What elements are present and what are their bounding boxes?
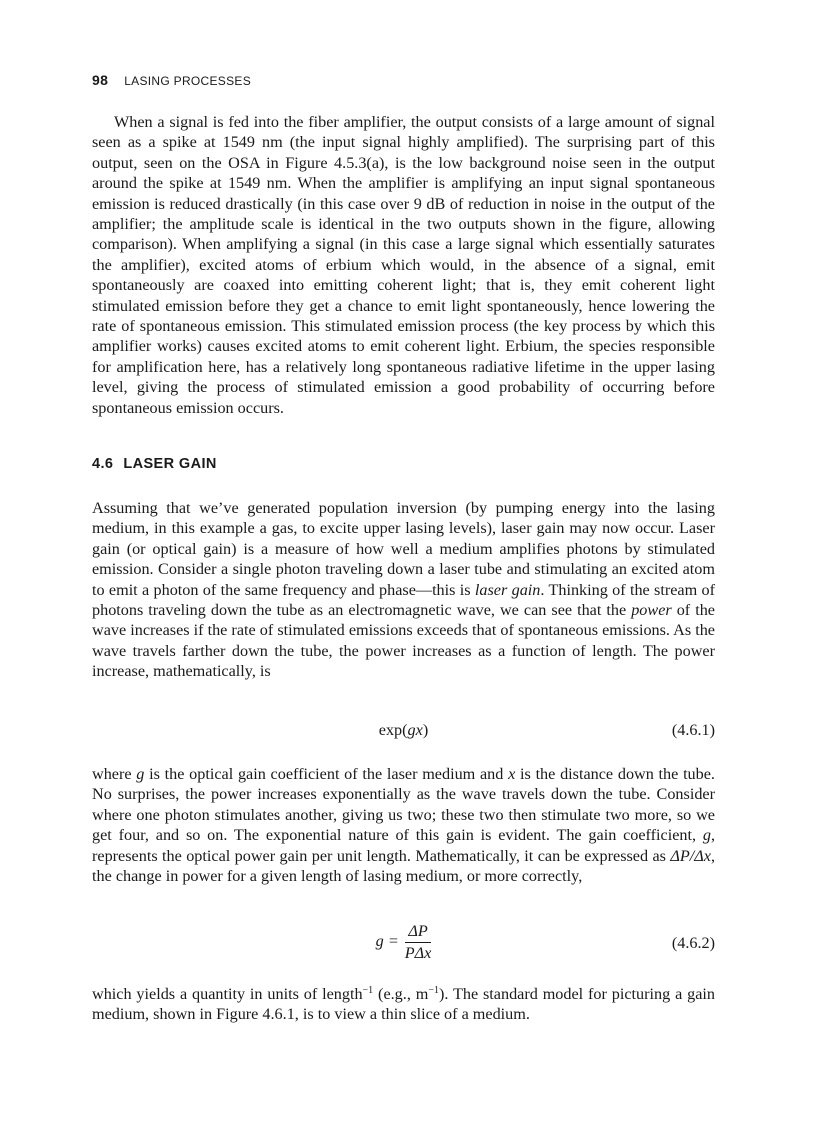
eq-close: )	[422, 721, 429, 739]
text-run: is the optical gain coefficient of the laser medium and	[144, 765, 509, 783]
text-run: of the wave increases if the rate of stimulated emissions exceeds that of spontaneous emissions. As the wave travels farther down the tube, the power increases as a function of length. The power increase, mathematically, is	[92, 601, 715, 681]
paragraph-4-text	[92, 984, 715, 1025]
fraction	[405, 922, 432, 963]
text-run: , the change in power for a given length of lasing medium, or more correctly,	[92, 846, 715, 886]
paragraph-gain-coefficient	[92, 764, 715, 886]
math-ratio: ΔP/Δx	[670, 846, 711, 865]
superscript: −1	[362, 985, 374, 996]
eq-arg: gx	[407, 721, 423, 739]
text-run: is the distance down the tube. No surprises, the power increases exponentially as the wave travels down the tube. Consider where one photon stimulates another, giving us two; these two then stimulate two more, so we get four, and so on. The exponential nature of this gain is evident. The gain coefficient,	[92, 765, 715, 845]
text-run: (e.g., m	[373, 985, 429, 1003]
paragraph-units	[92, 984, 715, 1025]
paragraph-2-text	[92, 498, 715, 682]
math-var: g	[136, 765, 145, 783]
eq-fn: exp(	[378, 721, 408, 739]
paragraph-3-text	[92, 764, 715, 886]
equation-expression	[92, 721, 715, 740]
running-title: LASING PROCESSES	[124, 74, 252, 88]
text-run: Assuming that we’ve generated population inversion (by pumping energy into the lasing medium, in this example a gas, to excite upper lasing levels), laser gain may now occur. Laser gain (or optical gain) is a measure of how well a medium amplifies photons by stimulated emission. Consider a single photon traveling down a laser tube and stimulating an excited atom to emit a photon of the same frequency and phase—this is	[92, 499, 715, 599]
paragraph-laser-gain-intro	[92, 498, 715, 682]
text-run: which yields a quantity in units of length	[92, 985, 363, 1003]
math-var: x	[508, 765, 516, 783]
eq-lhs: g =	[375, 932, 399, 951]
superscript: −1	[428, 985, 439, 996]
page-number: 98	[92, 72, 109, 88]
paragraph-1-text: When a signal is fed into the fiber amplifier, the output consists of a large amount of signal seen as a spike at 1549 nm (the input signal highly amplified). The surprising part of this output, seen on the OSA in Figure 4.5.3(a), is the low background noise seen in the output around the spike at 1549 nm. When the amplifier is amplifying an input signal spontaneous emission is reduced drastically (in this case over 9 dB of reduction in noise in the output of the amplifier; the amplitude scale is identical in the two outputs shown in the figure, allowing comparison). When amplifying a signal (in this case a large signal which essentially saturates the amplifier), excited atoms of erbium which would, in the absence of a signal, emit spontaneously are coaxed into emitting coherent light; that is, they emit coherent light stimulated emission before they get a chance to emit light spontaneously, hence lowering the rate of spontaneous emission. This stimulated emission process (the key process by which this amplifier works) causes excited atoms to emit coherent light. Erbium, the species responsible for amplification here, has a relatively long spontaneous radiative lifetime in the upper lasing level, giving the process of stimulated emission a good probability of occurring before spontaneous emission occurs.	[92, 113, 715, 417]
equation-number: (4.6.1)	[671, 721, 715, 739]
text-run: ). The standard model for picturing a gain medium, shown in Figure 4.6.1, is to view a thin slice of a medium.	[92, 985, 716, 1024]
text-run: , represents the optical power gain per unit length. Mathematically, it can be expressed as	[92, 826, 715, 865]
section-number: 4.6	[92, 456, 114, 472]
italic-emphasis: power	[631, 601, 672, 620]
paragraph-fiber-amplifier	[92, 112, 715, 418]
section-title: LASER GAIN	[123, 456, 217, 472]
equation-4-6-1	[92, 721, 715, 743]
text-run: where	[92, 765, 137, 783]
equation-4-6-2	[92, 922, 715, 966]
text-run: . Thinking of the stream of photons traveling down the tube as an electromagnetic wave, we can see that the	[92, 580, 716, 620]
equation-expression	[92, 922, 715, 963]
fraction-denominator: PΔx	[404, 944, 432, 962]
section-heading	[92, 456, 217, 472]
running-header	[92, 72, 251, 88]
equation-number: (4.6.2)	[671, 934, 715, 952]
fraction-numerator: ΔP	[405, 922, 432, 943]
math-var: g	[702, 826, 711, 845]
italic-term: laser gain	[474, 580, 541, 599]
